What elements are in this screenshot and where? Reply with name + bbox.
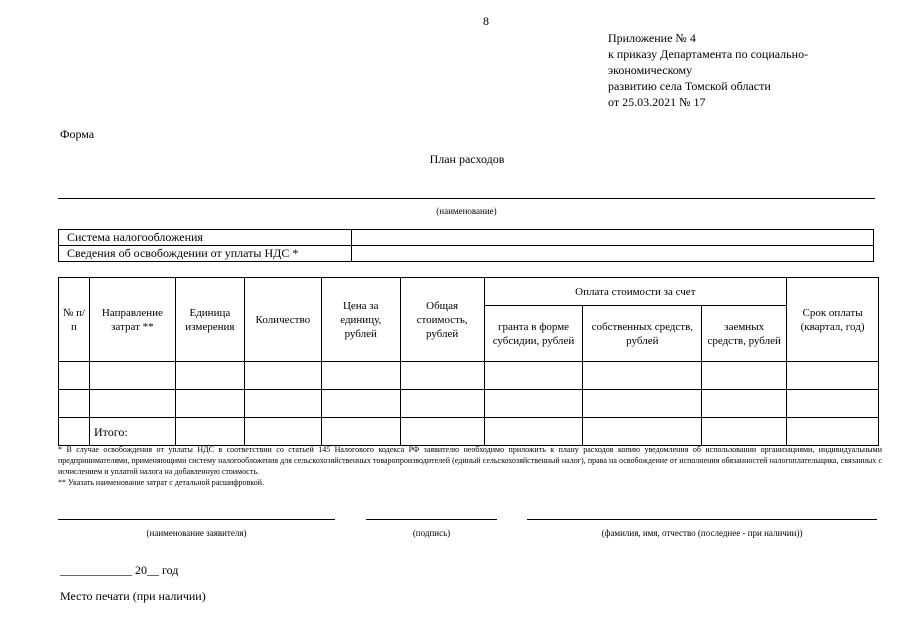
appendix-line: от 25.03.2021 № 17 <box>608 95 706 109</box>
table-cell[interactable] <box>244 362 321 390</box>
header-unit: Единица измерения <box>175 278 244 362</box>
table-cell[interactable] <box>702 418 787 446</box>
header-quantity: Количество <box>244 278 321 362</box>
table-cell[interactable] <box>89 390 175 418</box>
header-borrowed: заемных средств, рублей <box>702 306 787 362</box>
table-cell[interactable] <box>89 362 175 390</box>
total-row <box>59 418 879 446</box>
header-payment-group: Оплата стоимости за счет <box>484 278 787 306</box>
stamp-place: Место печати (при наличии) <box>60 589 206 603</box>
tax-system-label: Система налогообложения <box>59 230 352 246</box>
header-grant: гранта в форме субсидии, рублей <box>484 306 583 362</box>
table-cell[interactable] <box>484 362 583 390</box>
appendix-line: Приложение № 4 <box>608 31 696 45</box>
table-cell[interactable] <box>583 390 702 418</box>
signature-caption: (подпись) <box>412 528 451 538</box>
footnote-expenses: ** Указать наименование затрат с детальной расшифровкой. <box>58 478 265 487</box>
header-price: Цена за единицу, рублей <box>321 278 400 362</box>
table-cell[interactable] <box>400 390 484 418</box>
table-cell[interactable] <box>484 418 583 446</box>
vat-exemption-label: Сведения об освобождении от уплаты НДС * <box>59 246 352 262</box>
table-cell[interactable] <box>583 418 702 446</box>
table-cell[interactable] <box>787 390 879 418</box>
signature-line[interactable] <box>366 519 497 520</box>
table-cell[interactable] <box>175 362 244 390</box>
footnotes <box>58 444 882 488</box>
page-number: 8 <box>483 14 489 28</box>
tax-system-value[interactable] <box>351 230 873 246</box>
tax-info-table <box>58 229 874 262</box>
vat-exemption-row <box>59 246 874 262</box>
form-label: Форма <box>60 127 95 141</box>
table-cell[interactable] <box>59 390 90 418</box>
table-cell[interactable] <box>702 390 787 418</box>
table-cell[interactable] <box>787 362 879 390</box>
table-cell[interactable] <box>321 418 400 446</box>
table-cell[interactable] <box>787 418 879 446</box>
name-fill-line[interactable] <box>58 198 875 199</box>
header-own: собственных средств, рублей <box>583 306 702 362</box>
header-deadline: Срок оплаты (квартал, год) <box>787 278 879 362</box>
table-cell[interactable] <box>175 390 244 418</box>
table-cell[interactable] <box>175 418 244 446</box>
table-row <box>59 362 879 390</box>
table-cell[interactable] <box>321 390 400 418</box>
table-cell[interactable] <box>400 418 484 446</box>
header-direction: Направление затрат ** <box>89 278 175 362</box>
total-label: Итого: <box>89 418 175 446</box>
table-cell[interactable] <box>321 362 400 390</box>
header-total: Общая стоимость, рублей <box>400 278 484 362</box>
table-cell[interactable] <box>244 390 321 418</box>
appendix-block <box>608 30 808 110</box>
header-num: № п/п <box>59 278 90 362</box>
vat-exemption-value[interactable] <box>351 246 873 262</box>
table-cell[interactable] <box>244 418 321 446</box>
expense-plan-table <box>58 277 879 446</box>
applicant-name-line[interactable] <box>58 519 335 520</box>
table-row <box>59 390 879 418</box>
tax-system-row <box>59 230 874 246</box>
applicant-name-caption: (наименование заявителя) <box>146 528 247 538</box>
table-cell[interactable] <box>59 418 90 446</box>
table-cell[interactable] <box>400 362 484 390</box>
appendix-line: экономическому <box>608 63 693 77</box>
name-caption: (наименование) <box>436 206 497 216</box>
fio-caption: (фамилия, имя, отчество (последнее - при наличии)) <box>601 528 803 538</box>
table-cell[interactable] <box>583 362 702 390</box>
appendix-line: к приказу Департамента по социально- <box>608 47 809 61</box>
document-title: План расходов <box>429 152 505 166</box>
table-cell[interactable] <box>484 390 583 418</box>
fio-line[interactable] <box>527 519 877 520</box>
table-cell[interactable] <box>702 362 787 390</box>
date-line: ____________ 20__ год <box>60 563 179 577</box>
table-cell[interactable] <box>59 362 90 390</box>
header-row <box>59 278 879 306</box>
footnote-vat: * В случае освобождения от уплаты НДС в соответствии со статьей 145 Налогового кодекса РФ заявителю необходимо приложить к плану расходов копию уведомления об использовании организациями, индивидуальными предпринимателями, применяющими систему налогообложения для сельскохозяйственных товаропроизводителей (единый сельскохозяйственный налог), права на освобождение от исполнения обязанностей налогоплательщика, связанных с исчислением и уплатой налога на добавленную стоимость. <box>58 445 882 476</box>
appendix-line: развитию села Томской области <box>608 79 771 93</box>
